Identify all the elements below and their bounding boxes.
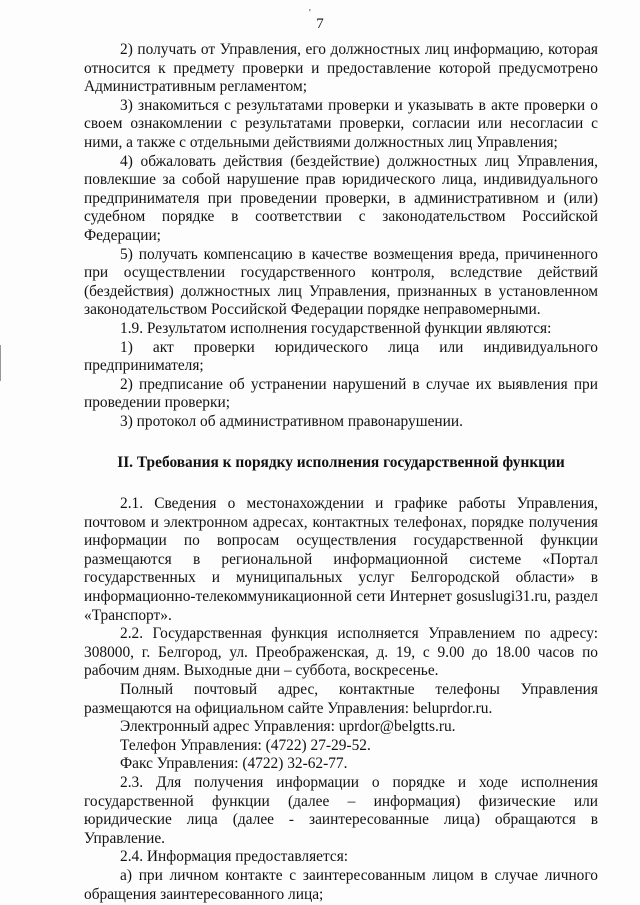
- paragraph: а) при личном контакте с заинтересованным лицом в случае личного обращения заинтересованного лица;: [84, 866, 598, 903]
- page-number: 7: [316, 16, 324, 32]
- paragraph: 2.3. Для получения информации о порядке и ходе исполнения государственной функции (далее – информация) физические или юридические лица (далее - заинтересованные лица) обращаются в Управление.: [84, 773, 598, 847]
- section-heading: II. Требования к порядку исполнения государственной функции: [117, 454, 565, 472]
- paragraph: 2.4. Информация предоставляется:: [120, 848, 349, 866]
- paragraph: Факс Управления: (4722) 32-62-77.: [120, 755, 348, 773]
- paragraph: 2.2. Государственная функция исполняется Управлением по адресу: 308000, г. Белгород, ул. Преображенская, д. 19, с 9.00 до 18.00 часов по рабочим дням. Выходные дни – суббота, воскресенье.: [84, 625, 598, 680]
- document-body: [84, 41, 598, 904]
- paragraph: 3) протокол об административном правонарушении.: [120, 412, 463, 430]
- paragraph: Телефон Управления: (4722) 27-29-52.: [120, 736, 371, 754]
- paragraph: 2) получать от Управления, его должностных лиц информацию, которая относится к предмету проверки и предоставление которой предусмотрено Административным регламентом;: [84, 41, 598, 96]
- paragraph: 1) акт проверки юридического лица или индивидуального предпринимателя;: [84, 338, 598, 375]
- paragraph: 1.9. Результатом исполнения государственной функции являются:: [120, 319, 552, 337]
- paragraph: 2.1. Сведения о местонахождении и графике работы Управления, почтовом и электронном адресах, контактных телефонах, порядке получения информации по вопросам осуществления государственной функции размещаются в региональной информационной системе «Портал государственных и муниципальных услуг Белгородской области» в информационно-телекоммуникационной сети Интернет gosuslugi31.ru, раздел «Транспорт».: [84, 495, 598, 624]
- paragraph: 4) обжаловать действия (бездействие) должностных лиц Управления, повлекшие за собой нарушение прав юридического лица, индивидуального предпринимателя при проведении проверки, в административном и (или) судебном порядке в соответствии с законодательством Российской Федерации;: [84, 152, 598, 244]
- paragraph: 5) получать компенсацию в качестве возмещения вреда, причиненного при осуществлении государственного контроля, вследствие действий (бездействия) должностных лиц Управления, признанных в установленном законодательством Российской Федерации порядке неправомерными.: [84, 245, 598, 319]
- paragraph: 3) знакомиться с результатами проверки и указывать в акте проверки о своем ознакомлении с результатами проверки, согласии или несогласии с ними, а также с отдельными действиями должностных лиц Управления;: [84, 96, 598, 151]
- scan-edge-mark: [0, 345, 1, 381]
- paragraph: Полный почтовый адрес, контактные телефоны Управления размещаются на официальном сайте Управления: beluprdor.ru.: [84, 681, 598, 717]
- top-mark: ': [309, 8, 311, 19]
- paragraph: Электронный адрес Управления: uprdor@belgtts.ru.: [120, 718, 456, 736]
- paragraph: 2) предписание об устранении нарушений в случае их выявления при проведении проверки;: [84, 375, 598, 412]
